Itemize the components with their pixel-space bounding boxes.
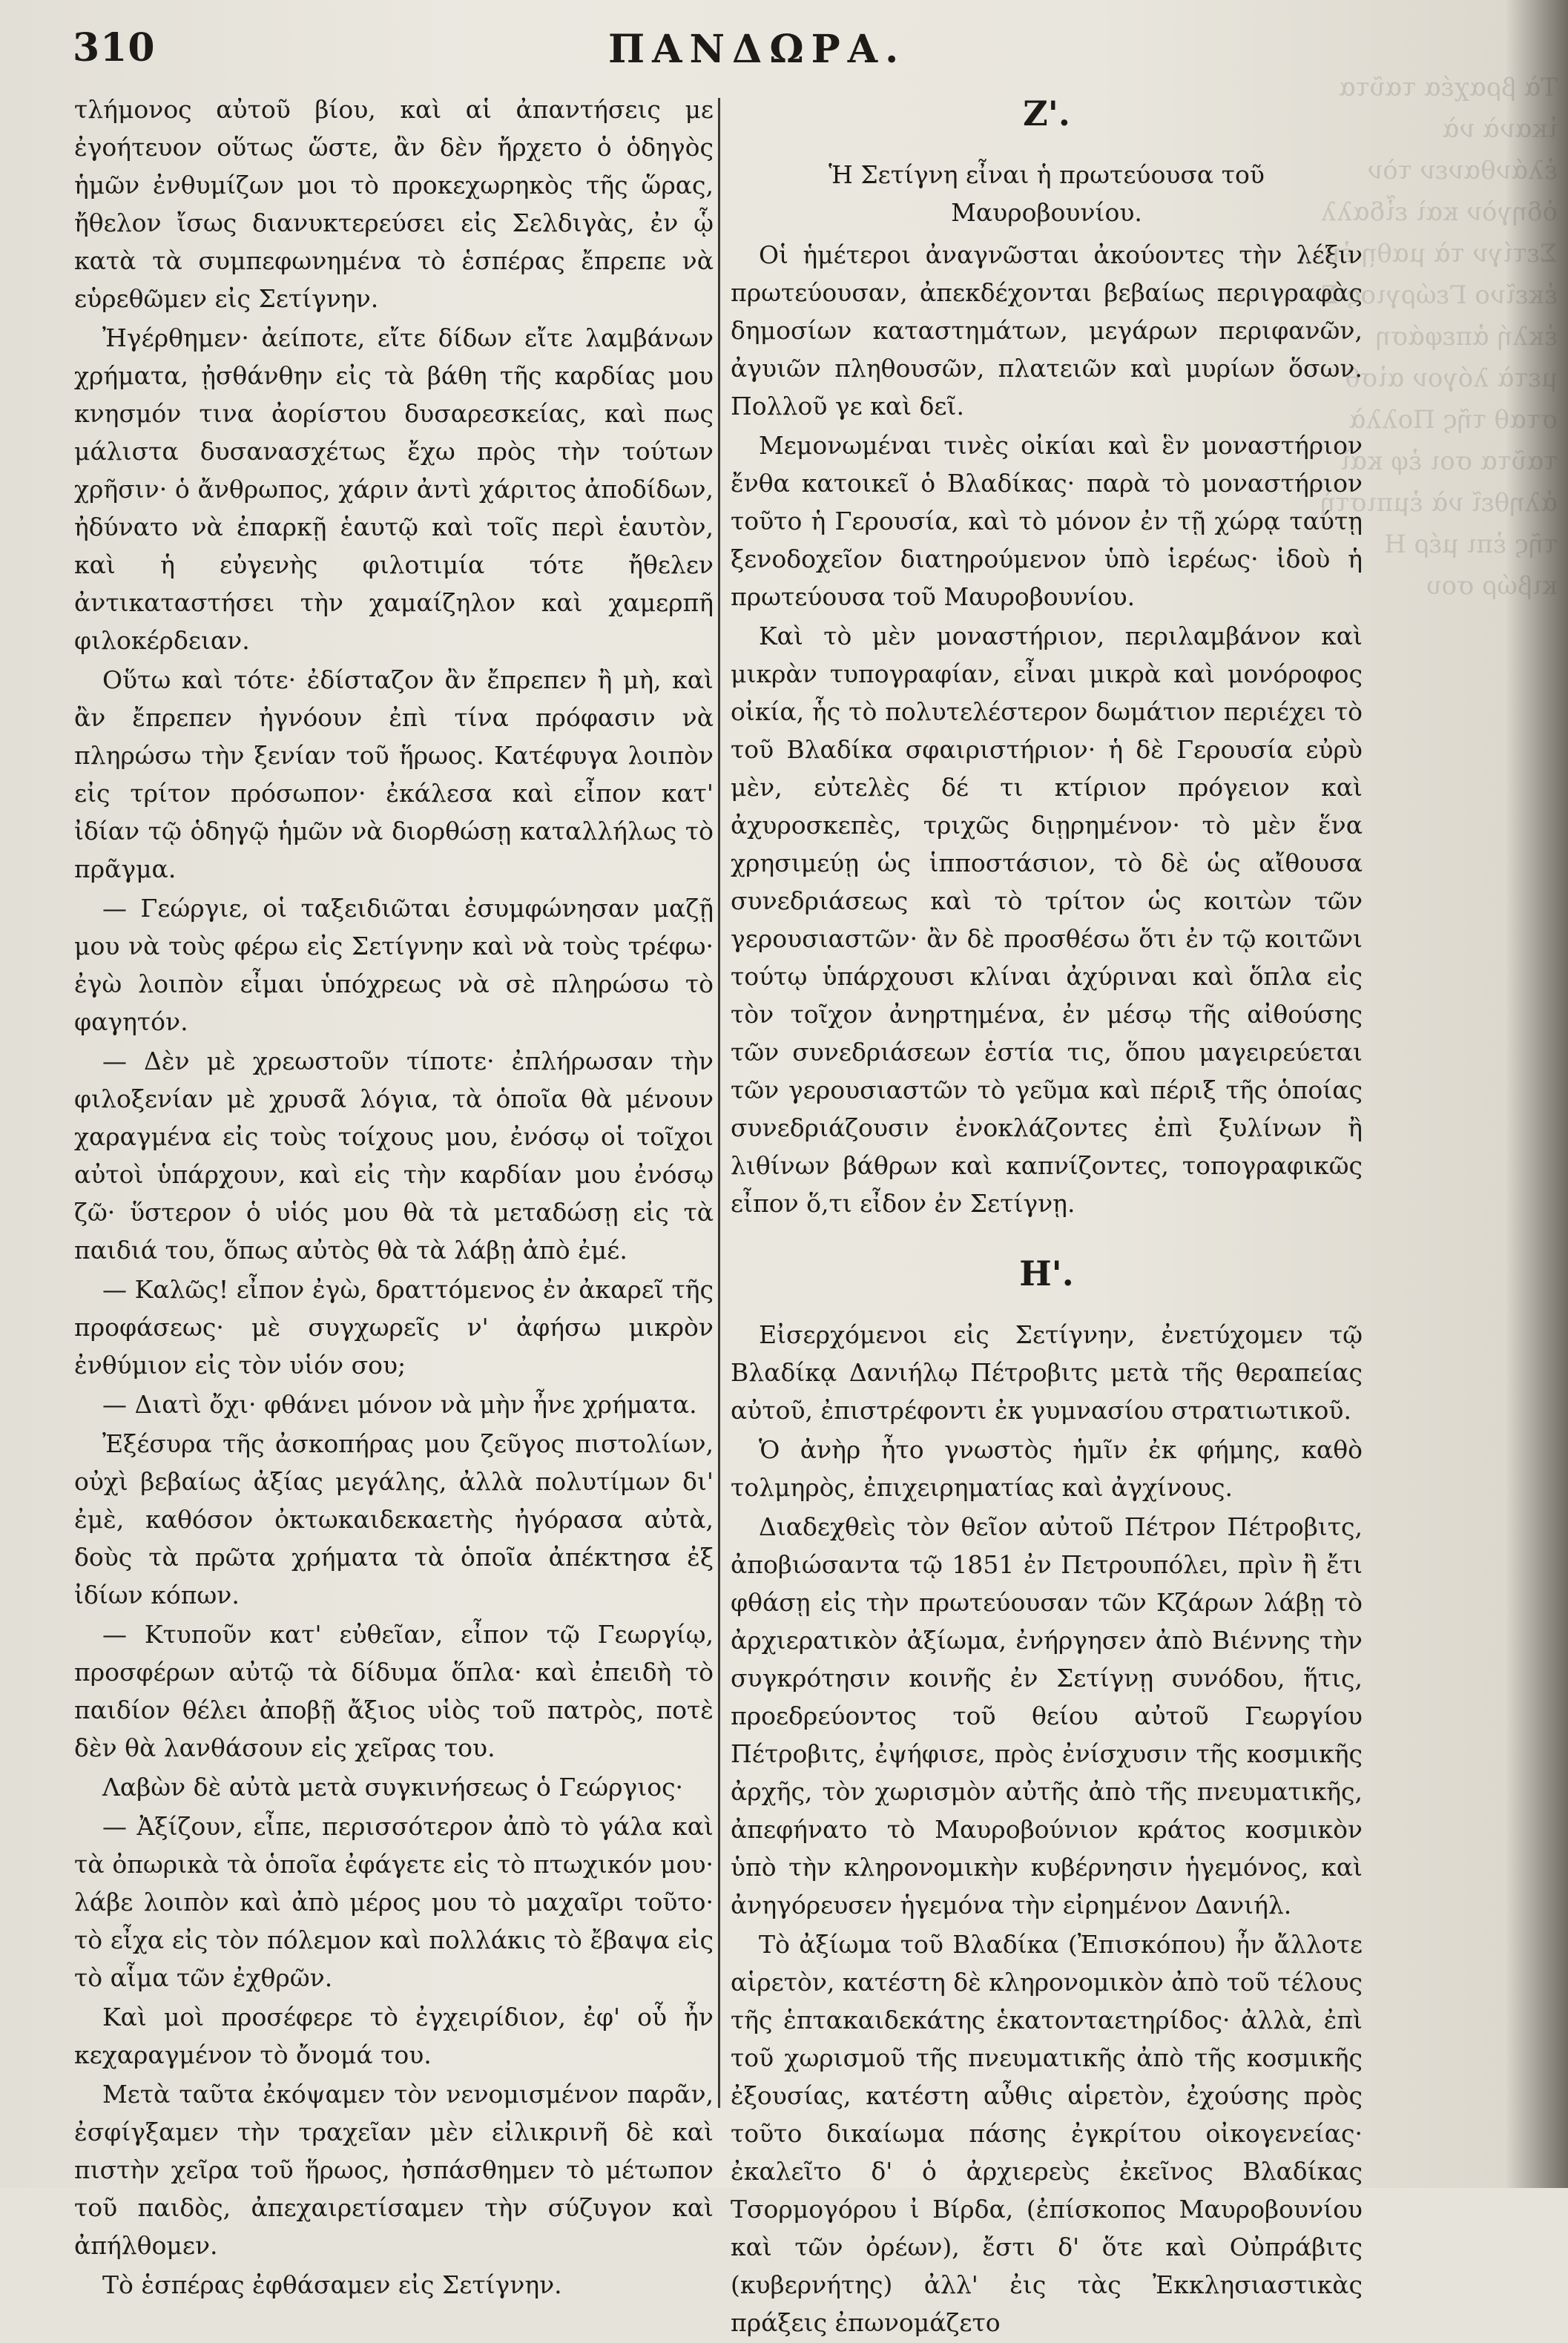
paragraph: τλήμονος αὐτοῦ βίου, καὶ αἱ ἀπαντήσεις με ἐγοήτευον οὕτως ὥστε, ἂν δὲν ἤρχετο ὁ ὁδηγὸς ἡμῶν ἐνθυμίζων μοι τὸ προκεχωρηκὸς τῆς ὥρας, ἤθελον ἴσως διανυκτερεύσει εἰς Σελδιγὰς, ἐν ᾧ κατὰ τὰ συμπεφωνημένα τὸ ἑσπέρας ἔπρεπε νὰ εὑρεθῶμεν εἰς Σετίγνην. — [74, 95, 714, 313]
dialogue-line: — Ἀξίζουν, εἶπε, περισσότερον ἀπὸ τὸ γάλα καὶ τὰ ὀπωρικὰ τὰ ὁποῖα ἐφάγετε εἰς τὸ πτωχικόν μου· λάβε λοιπὸν καὶ ἀπὸ μέρος μου τὸ μαχαῖρι τοῦτο· τὸ εἶχα εἰς τὸν πόλεμον καὶ πολλάκις τὸ ἔβαψα εἰς τὸ αἷμα τῶν ἐχθρῶν. — [74, 1812, 714, 1992]
page-number: 310 — [73, 25, 156, 70]
bleed-through-text: Τὰ βραχέα ταῦτα ἱκανὰ νὰ ἐλάνθανεν τὸν ὁδηγὸν καὶ εἶδαλλ Σετίγν τὰ μαθῃ ἐν ἐκεῖνο Γεώργιος Σ ἐκλή ἀπεφάση μετὰ λόγον αἰσθ σταθ τῆς Πολλὰ ταῦτα σοι ἐφ καὶ ἀληθεῖ νὰ ἐμπιστὴ τῆς ἐπι μέρ Η κιβώρ σου — [1320, 73, 1558, 601]
running-title: ΠΑΝΔΩΡΑ. — [608, 27, 906, 72]
dialogue-line: — Γεώργιε, οἱ ταξειδιῶται ἐσυμφώνησαν μαζῇ μου νὰ τοὺς φέρω εἰς Σετίγνην καὶ νὰ τοὺς τρέφω· ἐγὼ λοιπὸν εἶμαι ὑπόχρεως νὰ σὲ πληρώσω τὸ φαγητόν. — [74, 894, 714, 1036]
dialogue-line: — Καλῶς! εἶπον ἐγὼ, δραττόμενος ἐν ἀκαρεῖ τῆς προφάσεως· μὲ συγχωρεῖς ν' ἀφήσω μικρὸν ἐνθύμιον εἰς τὸν υἱόν σου; — [74, 1275, 714, 1380]
paragraph: Διαδεχθεὶς τὸν θεῖον αὐτοῦ Πέτρον Πέτροβιτς, ἀποβιώσαντα τῷ 1851 ἐν Πετρουπόλει, πρὶν ἢ ἔτι φθάσῃ εἰς τὴν πρωτεύουσαν τῶν Κζάρων λάβῃ τὸ ἀρχιερατικὸν ἀξίωμα, ἐνήργησεν ἀπὸ Βιέννης τὴν συγκρότησιν κοινῆς ἐν Σετίγνῃ συνόδου, ἥτις, προεδρεύοντος τοῦ θείου αὐτοῦ Γεωργίου Πέτροβιτς, ἐψήφισε, πρὸς ἐνίσχυσιν τῆς κοσμικῆς ἀρχῆς, τὸν χωρισμὸν αὐτῆς ἀπὸ τῆς πνευματικῆς, ἀπεφήνατο τὸ Μαυροβούνιον κράτος κοσμικὸν ὑπὸ τὴν κληρονομικὴν κυβέρνησιν ἡγεμόνος, καὶ ἀνηγόρευσεν ἡγεμόνα τὴν εἰρημένον Δανιήλ. — [731, 1512, 1363, 1919]
paragraph: Τὸ ἀξίωμα τοῦ Βλαδίκα (Ἐπισκόπου) ἦν ἄλλοτε αἱρετὸν, κατέστη δὲ κληρονομικὸν ἀπὸ τοῦ τέλους τῆς ἑπτακαιδεκάτης ἑκατονταετηρίδος· ἀλλὰ, ἐπὶ τοῦ χωρισμοῦ τῆς πνευματικῆς ἀπὸ τῆς κοσμικῆς ἐξουσίας, κατέστη αὖθις αἱρετὸν, ἐχούσης πρὸς τοῦτο δικαίωμα πάσης ἐγκρίτου οἰκογενείας· ἐκαλεῖτο δ' ὁ ἀρχιερεὺς ἐκεῖνος Βλαδίκας Τσορμογόρου ἰ Βίρδα, (ἐπίσκοπος Μαυροβουνίου καὶ τῶν ὀρέων), ἔστι δ' ὅτε καὶ Οὐπράβιτς (κυβερνήτης) ἀλλ' ἐις τὰς Ἐκκλησιαστικὰς πράξεις ἐπωνομάζετο — [731, 1930, 1363, 2337]
dialogue-line: — Κτυποῦν κατ' εὐθεῖαν, εἶπον τῷ Γεωργίῳ, προσφέρων αὐτῷ τὰ δίδυμα ὅπλα· καὶ ἐπειδὴ τὸ παιδίον θέλει ἀποβῇ ἄξιος υἱὸς τοῦ πατρὸς, ποτὲ δὲν θὰ λανθάσουν εἰς χεῖρας του. — [74, 1620, 714, 1762]
paragraph: Καὶ τὸ μὲν μοναστήριον, περιλαμβάνον καὶ μικρὰν τυπογραφίαν, εἶναι μικρὰ καὶ μονόροφος οἰκία, ἧς τὸ πολυτελέστερον δωμάτιον περιέχει τὸ τοῦ Βλαδίκα σφαιριστήριον· ἡ δὲ Γερουσία εὐρὺ μὲν, εὐτελὲς δέ τι κτίριον πρόγειον καὶ ἀχυροσκεπὲς, τριχῶς διῃρημένον· τὸ μὲν ἕνα χρησιμεύῃ ὡς ἱπποστάσιον, τὸ δὲ ὡς αἴθουσα συνεδριάσεως καὶ τὸ τρίτον ὡς κοιτὼν τῶν γερουσιαστῶν· ἂν δὲ προσθέσω ὅτι ἐν τῷ κοιτῶνι τούτῳ ὑπάρχουσι κλίναι ἀχύριναι καὶ ὅπλα εἰς τὸν τοῖχον ἀνηρτημένα, ἐν μέσῳ τῆς αἰθούσης τῶν συνεδριάσεων ἑστία τις, ὅπου μαγειρεύεται τῶν γερουσιαστῶν τὸ γεῦμα καὶ πέριξ τῆς ὁποίας συνεδριάζουσιν ἐνοκλάζοντες ἐπὶ ξυλίνων ἢ λιθίνων βάθρων καὶ καπνίζοντες, τοπογραφικῶς εἶπον ὅ,τι εἶδον ἐν Σετίγνῃ. — [731, 622, 1363, 1218]
section-numeral-z: Ζ'. — [1023, 93, 1070, 134]
column-rule — [718, 98, 720, 2108]
dialogue-line: — Δὲν μὲ χρεωστοῦν τίποτε· ἐπλήρωσαν τὴν φιλοξενίαν μὲ χρυσᾶ λόγια, τὰ ὁποῖα θὰ μένουν χαραγμένα εἰς τοὺς τοίχους μου, ἐνόσῳ οἱ τοῖχοι αὐτοὶ ὑπάρχουν, καὶ εἰς τὴν καρδίαν μου ἐνόσῳ ζῶ· ὕστερον ὁ υἱός μου θὰ τὰ μεταδώσῃ εἰς τὰ παιδιά του, ὅπως αὐτὸς θὰ τὰ λάβῃ ἀπὸ ἐμέ. — [74, 1047, 714, 1265]
paragraph: Εἰσερχόμενοι εἰς Σετίγνην, ἐνετύχομεν τῷ Βλαδίκᾳ Δανιήλῳ Πέτροβιτς μετὰ τῆς θεραπείας αὐτοῦ, ἐπιστρέφοντι ἐκ γυμνασίου στρατιωτικοῦ. — [731, 1320, 1363, 1425]
left-column — [74, 90, 714, 2305]
paragraph: Μεμονωμέναι τινὲς οἰκίαι καὶ ἓν μοναστήριον ἔνθα κατοικεῖ ὁ Βλαδίκας· παρὰ τὸ μοναστήριον τοῦτο ἡ Γερουσία, καὶ τὸ μόνον ἐν τῇ χώρᾳ ταύτῃ ξενοδοχεῖον διατηρούμενον ὑπὸ ἱερέως· ἰδοὺ ἡ πρωτεύουσα τοῦ Μαυροβουνίου. — [731, 431, 1363, 611]
paragraph: Καὶ μοὶ προσέφερε τὸ ἐγχειρίδιον, ἐφ' οὗ ἦν κεχαραγμένον τὸ ὄνομά του. — [74, 2003, 714, 2069]
paragraph: Οὕτω καὶ τότε· ἐδίσταζον ἂν ἔπρεπεν ἢ μὴ, καὶ ἂν ἔπρεπεν ἠγνόουν ἐπὶ τίνα πρόφασιν νὰ πληρώσω τὴν ξενίαν τοῦ ἥρωος. Κατέφυγα λοιπὸν εἰς τρίτον πρόσωπον· ἐκάλεσα καὶ εἶπον κατ' ἰδίαν τῷ ὁδηγῷ ἡμῶν νὰ διορθώσῃ καταλλήλως τὸ πρᾶγμα. — [74, 665, 714, 883]
right-column — [731, 90, 1363, 2343]
paragraph: Μετὰ ταῦτα ἐκόψαμεν τὸν νενομισμένον παρᾶν, ἐσφίγξαμεν τὴν τραχεῖαν μὲν εἰλικρινῆ δὲ καὶ πιστὴν χεῖρα τοῦ ἥρωος, ἠσπάσθημεν τὸ μέτωπον τοῦ παιδὸς, ἀπεχαιρετίσαμεν τὴν σύζυγον καὶ ἀπήλθομεν. — [74, 2080, 714, 2260]
paragraph: Ἠγέρθημεν· ἀείποτε, εἴτε δίδων εἴτε λαμβάνων χρήματα, ᾐσθάνθην εἰς τὰ βάθη τῆς καρδίας μου κνησμόν τινα ἀορίστου δυσαρεσκείας, καὶ πως μάλιστα δυσανασχέτως ἔχω πρὸς τὴν τούτων χρῆσιν· ὁ ἄνθρωπος, χάριν ἀντὶ χάριτος ἀποδίδων, ἠδύνατο νὰ ἐπαρκῇ ἑαυτῷ καὶ τοῖς περὶ ἑαυτὸν, καὶ ἡ εὐγενὴς φιλοτιμία τότε ἤθελεν ἀντικαταστήσει τὴν χαμαίζηλον καὶ χαμερπῆ φιλοκέρδειαν. — [74, 323, 714, 655]
paragraph: Οἱ ἡμέτεροι ἀναγνῶσται ἀκούοντες τὴν λέξιν πρωτεύουσαν, ἀπεκδέχονται βεβαίως περιγραφὰς δημοσίων καταστημάτων, μεγάρων περιφανῶν, ἀγυιῶν πληθουσῶν, πλατειῶν καὶ μυρίων ὅσων. Πολλοῦ γε καὶ δεῖ. — [731, 240, 1363, 421]
paragraph: Τὸ ἑσπέρας ἐφθάσαμεν εἰς Σετίγνην. — [102, 2270, 562, 2299]
paragraph: Ἐξέσυρα τῆς ἀσκοπήρας μου ζεῦγος πιστολίων, οὐχὶ βεβαίως ἀξίας μεγάλης, ἀλλὰ πολυτίμων δι' ἐμὲ, καθόσον ὀκτωκαιδεκαετὴς ἠγόρασα αὐτὰ, δοὺς τὰ πρῶτα χρήματα τὰ ὁποῖα ἀπέκτησα ἐξ ἰδίων κόπων. — [74, 1429, 714, 1609]
section-numeral-h: Η'. — [1019, 1253, 1074, 1294]
dialogue-line: — Διατὶ ὄχι· φθάνει μόνον νὰ μὴν ἦνε χρήματα. — [102, 1390, 697, 1419]
section-title: Ἡ Σετίγνη εἶναι ἡ πρωτεύουσα τοῦ Μαυροβουνίου. — [829, 160, 1265, 227]
paragraph: Ὁ ἀνὴρ ἦτο γνωστὸς ἡμῖν ἐκ φήμης, καθὸ τολμηρὸς, ἐπιχειρηματίας καὶ ἀγχίνους. — [731, 1435, 1363, 1502]
paragraph: Λαβὼν δὲ αὐτὰ μετὰ συγκινήσεως ὁ Γεώργιος· — [102, 1773, 684, 1802]
